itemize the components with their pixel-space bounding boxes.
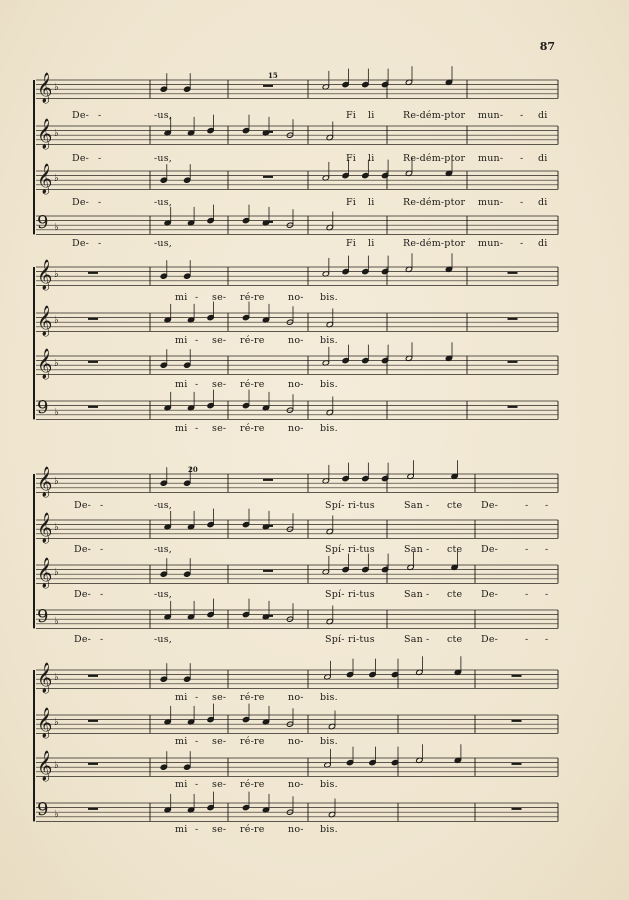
whole-rest: [512, 720, 522, 722]
lyric-syllable: -: [545, 500, 549, 511]
lyric-syllable: -: [520, 238, 524, 249]
lyric-syllable: -us,: [154, 500, 173, 511]
whole-rest: [263, 85, 273, 87]
staff-4: [36, 599, 558, 645]
lyric-syllable: Fi: [346, 110, 357, 121]
whole-rest: [263, 176, 273, 178]
whole-rest: [512, 675, 522, 677]
lyric-syllable: bis.: [320, 423, 338, 434]
note-head: [346, 759, 353, 765]
lyric-syllable: se-: [212, 335, 227, 346]
lyric-syllable: -us,: [154, 634, 173, 645]
note-head: [381, 475, 388, 481]
note-head: [381, 268, 388, 274]
note-head: [342, 566, 349, 572]
system-2: [34, 253, 558, 434]
lyric-syllable: ri-tus: [348, 544, 375, 555]
lyric-syllable: mun-: [478, 153, 504, 164]
lyric-syllable: -: [525, 589, 529, 600]
lyric-syllable: mi: [175, 824, 188, 835]
lyric-syllable: -: [98, 238, 102, 249]
note-head: [160, 273, 167, 279]
note-head: [362, 172, 369, 178]
note-head: [362, 81, 369, 87]
lyric-syllable: ré-re: [240, 335, 265, 346]
lyric-syllable: De-: [481, 589, 499, 600]
treble-clef-icon: 𝄞: [37, 119, 53, 149]
treble-clef-icon: 𝄞: [37, 260, 53, 290]
lyric-syllable: mun-: [478, 197, 504, 208]
lyric-syllable: bis.: [320, 692, 338, 703]
lyric-syllable: -: [100, 500, 104, 511]
lyric-syllable: -us,: [154, 544, 173, 555]
note-head: [369, 759, 376, 765]
lyric-syllable: ré-re: [240, 824, 265, 835]
lyric-syllable: -: [100, 589, 104, 600]
note-head: [342, 268, 349, 274]
lyric-syllable: Spí-: [325, 634, 345, 645]
note-head: [184, 86, 191, 92]
lyric-syllable: no-: [288, 736, 304, 747]
lyric-syllable: -: [426, 544, 430, 555]
measure-number: 15: [268, 71, 278, 80]
note-head: [160, 177, 167, 183]
staff-4: [36, 390, 558, 434]
note-head: [184, 480, 191, 486]
lyric-syllable: -us,: [154, 110, 173, 121]
staff-2: [36, 509, 558, 555]
lyric-syllable: mun-: [478, 110, 504, 121]
note-head: [242, 402, 249, 408]
treble-clef-icon: 𝄞: [37, 467, 53, 497]
lyric-syllable: mi: [175, 292, 188, 303]
lyric-syllable: se-: [212, 379, 227, 390]
lyric-syllable: De-: [72, 153, 90, 164]
lyric-syllable: Spí-: [325, 544, 345, 555]
whole-rest: [263, 479, 273, 481]
lyric-syllable: ré-re: [240, 292, 265, 303]
lyric-syllable: cte: [447, 500, 463, 511]
lyric-syllable: ri-tus: [348, 634, 375, 645]
note-head: [207, 521, 214, 527]
staff-2: [36, 302, 558, 346]
whole-rest: [508, 361, 518, 363]
note-head: [362, 357, 369, 363]
note-head: [160, 571, 167, 577]
lyric-syllable: -: [195, 423, 199, 434]
lyric-syllable: bis.: [320, 824, 338, 835]
lyric-syllable: mi: [175, 423, 188, 434]
note-head: [242, 127, 249, 133]
lyric-syllable: no-: [288, 824, 304, 835]
lyric-syllable: -: [98, 110, 102, 121]
flat-key-signature-icon: ♭: [54, 522, 59, 533]
treble-clef-icon: 𝄞: [37, 349, 53, 379]
lyric-syllable: San: [404, 500, 423, 511]
lyric-syllable: San: [404, 634, 423, 645]
whole-rest: [263, 570, 273, 572]
whole-rest: [512, 808, 522, 810]
lyric-syllable: -: [520, 197, 524, 208]
lyric-syllable: ri-tus: [348, 500, 375, 511]
system-3: [34, 460, 558, 645]
lyric-syllable: se-: [212, 779, 227, 790]
note-head: [381, 566, 388, 572]
whole-rest: [508, 272, 518, 274]
note-head: [362, 268, 369, 274]
lyric-syllable: De-: [72, 238, 90, 249]
lyric-syllable: ré-re: [240, 736, 265, 747]
lyric-syllable: -: [195, 335, 199, 346]
flat-key-signature-icon: ♭: [54, 128, 59, 139]
flat-key-signature-icon: ♭: [54, 476, 59, 487]
note-head: [242, 314, 249, 320]
flat-key-signature-icon: ♭: [54, 173, 59, 184]
lyric-syllable: -: [100, 634, 104, 645]
whole-rest: [88, 318, 98, 320]
lyric-syllable: Re-dém-ptor: [403, 197, 466, 208]
staff-3: [36, 157, 558, 208]
note-head: [342, 475, 349, 481]
staff-1: [36, 66, 558, 121]
treble-clef-icon: 𝄞: [37, 306, 53, 336]
flat-key-signature-icon: ♭: [54, 315, 59, 326]
lyric-syllable: Fi: [346, 153, 357, 164]
lyric-syllable: San: [404, 589, 423, 600]
flat-key-signature-icon: ♭: [54, 672, 59, 683]
lyric-syllable: cte: [447, 634, 463, 645]
lyric-syllable: -: [195, 736, 199, 747]
lyric-syllable: -: [195, 292, 199, 303]
lyric-syllable: mi: [175, 779, 188, 790]
lyric-syllable: -: [195, 779, 199, 790]
lyric-syllable: mi: [175, 379, 188, 390]
note-head: [160, 764, 167, 770]
flat-key-signature-icon: ♭: [54, 82, 59, 93]
flat-key-signature-icon: ♭: [54, 407, 59, 418]
lyric-syllable: -: [545, 634, 549, 645]
lyric-syllable: cte: [447, 544, 463, 555]
note-head: [207, 804, 214, 810]
lyric-syllable: -: [520, 110, 524, 121]
note-head: [369, 671, 376, 677]
lyric-syllable: se-: [212, 824, 227, 835]
lyric-syllable: bis.: [320, 779, 338, 790]
lyric-syllable: -: [426, 500, 430, 511]
flat-key-signature-icon: ♭: [54, 717, 59, 728]
whole-rest: [263, 131, 273, 133]
staff-1: [36, 460, 558, 511]
bass-clef-glyph: 9: [37, 212, 49, 233]
bass-clef-glyph: 9: [37, 606, 49, 627]
lyric-syllable: li: [368, 110, 375, 121]
bass-clef-glyph: 9: [37, 799, 49, 820]
lyric-syllable: De-: [481, 544, 499, 555]
lyric-syllable: San: [404, 544, 423, 555]
lyric-syllable: se-: [212, 423, 227, 434]
lyric-syllable: -us,: [154, 238, 173, 249]
staff-3: [36, 342, 558, 390]
note-head: [362, 566, 369, 572]
lyric-syllable: no-: [288, 423, 304, 434]
treble-clef-icon: 𝄞: [37, 164, 53, 194]
lyric-syllable: di: [538, 197, 548, 208]
lyric-syllable: bis.: [320, 379, 338, 390]
lyric-syllable: De-: [74, 589, 92, 600]
note-head: [207, 217, 214, 223]
lyric-syllable: di: [538, 110, 548, 121]
note-head: [207, 314, 214, 320]
staff-3: [36, 551, 558, 600]
whole-rest: [88, 272, 98, 274]
lyric-syllable: -us,: [154, 153, 173, 164]
whole-rest: [508, 318, 518, 320]
lyric-syllable: Fi: [346, 197, 357, 208]
lyric-syllable: Re-dém-ptor: [403, 153, 466, 164]
lyric-syllable: -: [195, 824, 199, 835]
lyric-syllable: -: [426, 589, 430, 600]
whole-rest: [88, 763, 98, 765]
whole-rest: [508, 406, 518, 408]
note-head: [184, 177, 191, 183]
lyric-syllable: De-: [72, 197, 90, 208]
lyric-syllable: li: [368, 197, 375, 208]
lyric-syllable: De-: [74, 634, 92, 645]
staff-3: [36, 744, 558, 790]
note-head: [184, 571, 191, 577]
lyric-syllable: Re-dém-ptor: [403, 238, 466, 249]
lyric-syllable: -: [520, 153, 524, 164]
bass-clef-glyph: 9: [37, 397, 49, 418]
lyric-syllable: mi: [175, 736, 188, 747]
lyric-syllable: mi: [175, 335, 188, 346]
measure-number: 20: [188, 465, 198, 474]
note-head: [207, 127, 214, 133]
note-head: [184, 764, 191, 770]
staff-2: [36, 704, 558, 747]
whole-rest: [263, 615, 273, 617]
note-head: [381, 357, 388, 363]
lyric-syllable: -: [195, 692, 199, 703]
lyric-syllable: -us,: [154, 589, 173, 600]
staff-1: [36, 253, 558, 303]
whole-rest: [88, 406, 98, 408]
treble-clef-icon: 𝄞: [37, 558, 53, 588]
lyric-syllable: ré-re: [240, 379, 265, 390]
note-head: [242, 804, 249, 810]
lyric-syllable: -: [545, 589, 549, 600]
whole-rest: [263, 525, 273, 527]
lyric-syllable: se-: [212, 736, 227, 747]
whole-rest: [512, 763, 522, 765]
note-head: [184, 676, 191, 682]
note-head: [242, 716, 249, 722]
note-head: [184, 273, 191, 279]
lyric-syllable: De-: [481, 500, 499, 511]
lyric-syllable: bis.: [320, 736, 338, 747]
whole-rest: [263, 221, 273, 223]
lyric-syllable: no-: [288, 779, 304, 790]
page-number: 87: [539, 40, 555, 53]
note-head: [160, 362, 167, 368]
lyric-syllable: Spí-: [325, 500, 345, 511]
lyric-syllable: mun-: [478, 238, 504, 249]
lyric-syllable: di: [538, 238, 548, 249]
lyric-syllable: -: [100, 544, 104, 555]
note-head: [207, 611, 214, 617]
staff-1: [36, 656, 558, 703]
lyric-syllable: -: [98, 197, 102, 208]
lyric-syllable: bis.: [320, 292, 338, 303]
flat-key-signature-icon: ♭: [54, 760, 59, 771]
staff-2: [36, 115, 558, 164]
lyric-syllable: Fi: [346, 238, 357, 249]
lyric-syllable: Re-dém-ptor: [403, 110, 466, 121]
note-head: [342, 81, 349, 87]
lyric-syllable: -: [525, 544, 529, 555]
note-head: [381, 81, 388, 87]
note-head: [242, 521, 249, 527]
lyric-syllable: De-: [481, 634, 499, 645]
lyric-syllable: -: [525, 634, 529, 645]
lyric-syllable: ré-re: [240, 779, 265, 790]
treble-clef-icon: 𝄞: [37, 513, 53, 543]
note-head: [242, 611, 249, 617]
system-4: [34, 656, 558, 835]
flat-key-signature-icon: ♭: [54, 358, 59, 369]
treble-clef-icon: 𝄞: [37, 663, 53, 693]
lyric-syllable: De-: [72, 110, 90, 121]
lyric-syllable: mi: [175, 692, 188, 703]
whole-rest: [88, 361, 98, 363]
lyric-syllable: no-: [288, 292, 304, 303]
lyric-syllable: se-: [212, 292, 227, 303]
note-head: [160, 676, 167, 682]
note-head: [242, 217, 249, 223]
note-head: [207, 402, 214, 408]
note-head: [346, 671, 353, 677]
note-head: [342, 172, 349, 178]
lyric-syllable: bis.: [320, 335, 338, 346]
lyric-syllable: -: [98, 153, 102, 164]
staff-4: [36, 792, 558, 835]
note-head: [381, 172, 388, 178]
treble-clef-icon: 𝄞: [37, 73, 53, 103]
note-head: [362, 475, 369, 481]
note-head: [160, 86, 167, 92]
lyric-syllable: ré-re: [240, 692, 265, 703]
flat-key-signature-icon: ♭: [54, 222, 59, 233]
lyric-syllable: li: [368, 238, 375, 249]
system-1: [34, 66, 558, 249]
lyric-syllable: De-: [74, 500, 92, 511]
lyric-syllable: no-: [288, 335, 304, 346]
lyric-syllable: -: [426, 634, 430, 645]
lyric-syllable: De-: [74, 544, 92, 555]
lyric-syllable: -: [195, 379, 199, 390]
lyric-syllable: ré-re: [240, 423, 265, 434]
treble-clef-icon: 𝄞: [37, 751, 53, 781]
staff-4: [36, 205, 558, 249]
lyric-syllable: cte: [447, 589, 463, 600]
lyric-syllable: li: [368, 153, 375, 164]
note-head: [184, 362, 191, 368]
lyric-syllable: no-: [288, 692, 304, 703]
flat-key-signature-icon: ♭: [54, 567, 59, 578]
flat-key-signature-icon: ♭: [54, 616, 59, 627]
lyric-syllable: ri-tus: [348, 589, 375, 600]
lyric-syllable: di: [538, 153, 548, 164]
lyric-syllable: Spí-: [325, 589, 345, 600]
note-head: [160, 480, 167, 486]
lyric-syllable: -: [525, 500, 529, 511]
lyric-syllable: no-: [288, 379, 304, 390]
flat-key-signature-icon: ♭: [54, 809, 59, 820]
lyric-syllable: -us,: [154, 197, 173, 208]
whole-rest: [88, 720, 98, 722]
whole-rest: [88, 675, 98, 677]
note-head: [342, 357, 349, 363]
note-head: [207, 716, 214, 722]
flat-key-signature-icon: ♭: [54, 269, 59, 280]
treble-clef-icon: 𝄞: [37, 708, 53, 738]
lyric-syllable: se-: [212, 692, 227, 703]
lyric-syllable: -: [545, 544, 549, 555]
whole-rest: [88, 808, 98, 810]
